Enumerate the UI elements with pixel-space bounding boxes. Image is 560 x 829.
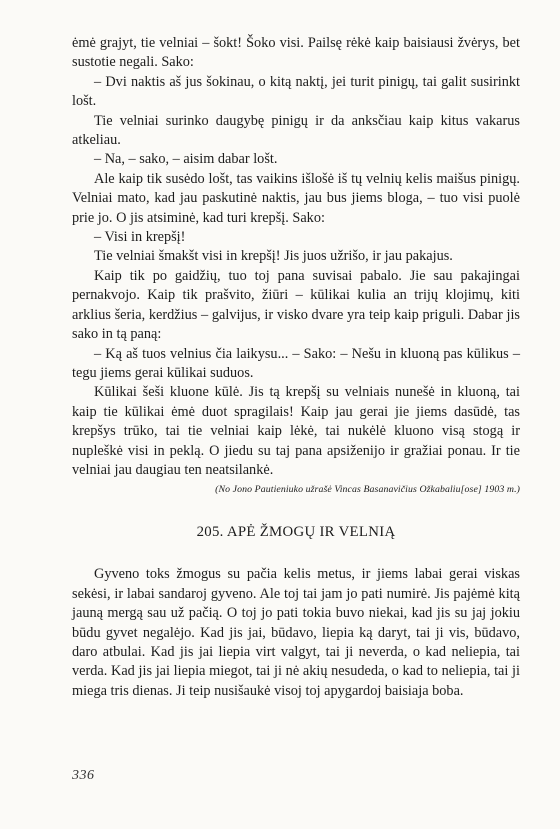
paragraph: Kaip tik po gaidžių, tuo toj pana suvisai pabalo. Jie sau pakajingai pernakvojo. Kaip tik prašvito, žiūri – kūlikai kulia an trijų klojimų, kiti arklius šeria, kerdžius – galvijus, ir visko dvare yra teip kaip priguli. Dabar jis sako in tą paną: [72,267,520,343]
paragraph: Tie velniai šmakšt visi in krepšį! Jis juos užrišo, ir jau pakajus. [94,248,453,265]
paragraph: Gyveno toks žmogus su pačia kelis metus, ir jiems labai gerai viskas sekėsi, ir labai sandaroj gyveno. Ale toj tai jam jo pati numirė. Jis pajėmė kitą jauną mergą sau už pačią. O toj jo pati tokia buvo niekai, kad jis su jaj jokiu būdu gyvet negalėjo. Kad jis jai, būdavo, liepia ką daryt, tai ji vis, būdavo, daro atbulai. Kad jis jai liepia virt valgyt, tai ji neverda, o kad neliepia, tai verda. Kad jis jai liepia miegot, tai ji nė akių nesudeda, o kad to neliepia, tai ji miega tris dienas. Ji teip nusišaukė visoj toj apygardoj baisiaja boba. [72,566,520,699]
dialogue-line: – Na, – sako, – aisim dabar lošt. [94,151,278,168]
dialogue-line: – Dvi naktis aš jus šokinau, o kitą naktį, jei turit pinigų, tai galit susirinkt lošt. [72,73,520,110]
source-note: (No Jono Pautieniuko užrašė Vincas Basanavičius Ožkabaliu[ose] 1903 m.) [215,484,520,496]
dialogue-line: – Visi in krepšį! [94,229,186,246]
paragraph: Ale kaip tik susėdo lošt, tas vaikins išlošė iš tų velnių kelis maišus pinigų. Velniai mato, kad jau paskutinė naktis, jau bus jiems bloga, – tuo visi puolė prie jo. O jis atsiminė, kad turi krepšį. Sako: [72,170,520,226]
page-text-block [72,34,520,701]
paragraph: ėmė grajyt, tie velniai – šokt! Šoko visi. Pailsę rėkė kaip baisiausi žvėrys, bet sustotie negali. Sako: [72,35,520,71]
dialogue-line: – Ką aš tuos velnius čia laikysu... – Sako: – Nešu in kluoną pas kūlikus – tegu jiems gerai kūlikai suduos. [72,345,520,381]
story-heading: 205. APĖ ŽMOGŲ IR VELNIĄ [196,524,396,541]
paragraph: Kūlikai šeši kluone kūlė. Jis tą krepšį su velniais nunešė in kluoną, tai kaip tie kūlikai ėmė duot spragilais! Kaip jau gerai jie jiems dasūdė, tas krepšys trūko, tai tie velniai kaip lėkė, tai nukėlė kluono visą stogą ir nupleškė visi in peklą. O jiedu su taj pana apsiženijo ir gražiai ponau. Ir tie velniai jau daugiau ten neatsilankė. [72,384,520,478]
page-number: 336 [72,768,95,783]
paragraph: Tie velniai surinko daugybę pinigų ir da anksčiau kaip kitus vakarus atkeliau. [72,112,520,149]
